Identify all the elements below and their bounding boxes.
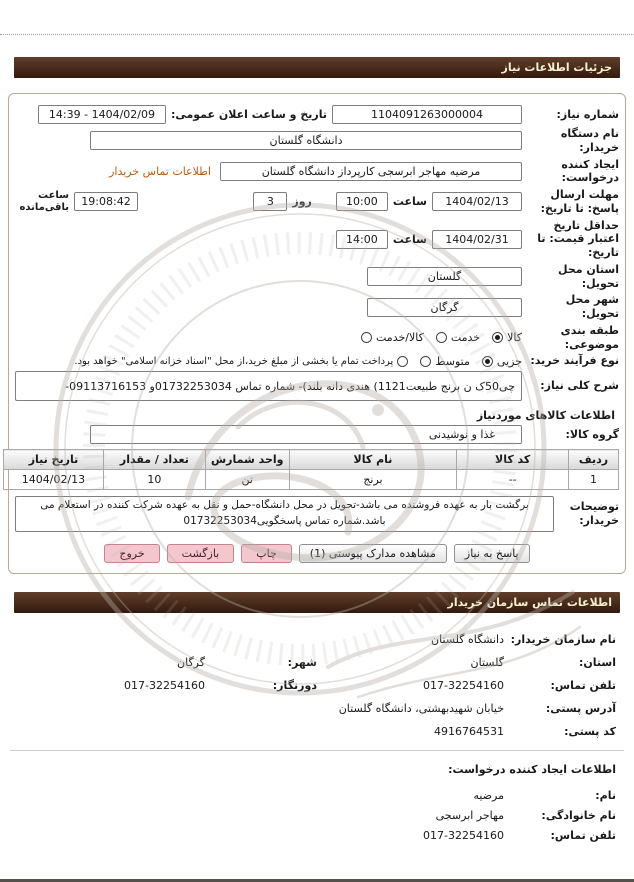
org-address-row <box>18 702 616 715</box>
price-validity-label: حداقل تاریخ اعتبار قیمت: تا تاریخ: <box>537 218 619 259</box>
buyer-notes-label: توضیحات خریدار: <box>569 500 619 527</box>
radio-icon[interactable] <box>436 332 447 343</box>
subject-category-label: طبقه بندی موضوعی: <box>560 323 619 351</box>
org-fax-value: 017-32254160 <box>124 679 205 692</box>
org-phone-pair <box>317 679 616 692</box>
category-option-service[interactable] <box>436 331 480 344</box>
reply-deadline-label: مهلت ارسال پاسخ: تا تاریخ: <box>540 188 619 215</box>
checkbox-icon[interactable] <box>397 356 408 367</box>
org-city-value: گرگان <box>177 656 205 669</box>
delivery-city-label: شهر محل تحویل: <box>565 293 619 320</box>
back-button[interactable]: بازگشت <box>167 544 235 563</box>
delivery-city-field[interactable]: گرگان <box>367 298 522 317</box>
view-attachments-button[interactable]: مشاهده مدارک پیوستی (1) <box>299 544 447 563</box>
cell-item-name: برنج <box>289 470 457 490</box>
org-postal-value: 4916764531 <box>434 725 504 738</box>
treasury-checkbox-option[interactable] <box>74 356 408 367</box>
org-phone-value: 017-32254160 <box>423 679 504 692</box>
creator-last-name-value: مهاجر ابرسجی <box>435 809 504 822</box>
purchase-process-row <box>15 354 619 368</box>
org-contact-section <box>0 633 634 738</box>
org-fax-label: دورنگار: <box>272 679 317 692</box>
delivery-province-field[interactable]: گلستان <box>367 267 522 286</box>
delivery-province-label: استان محل تحویل: <box>558 262 619 290</box>
radio-selected-icon[interactable] <box>492 332 503 343</box>
col-need-date: تاریخ نیاز <box>4 450 104 470</box>
time-remaining-value: 19:08:42 <box>81 195 131 209</box>
creator-first-name-label: نام: <box>595 789 616 802</box>
announce-label: تاریخ و ساعت اعلان عمومی: <box>170 108 327 121</box>
days-label: روز <box>292 195 312 209</box>
buyer-notes-field[interactable]: برگشت بار به عهده فروشنده می باشد-تحویل در محل دانشگاه-حمل و نقل به عهده شرکت کننده در استعلام می باشد.شماره تماس پاسخگویی01732253034 <box>15 496 554 532</box>
org-postal-label: کد پستی: <box>564 725 616 738</box>
buyer-notes-row <box>15 496 619 532</box>
price-validity-date-field[interactable]: 1404/02/31 <box>432 230 522 249</box>
need-number-field[interactable]: 1104091263000004 <box>332 105 522 124</box>
buyer-contact-link[interactable]: اطلاعات تماس خریدار <box>109 164 211 178</box>
org-phone-fax-row <box>18 679 616 692</box>
need-description-row <box>15 371 619 401</box>
radio-icon[interactable] <box>420 356 431 367</box>
org-phone-label: تلفن تماس: <box>550 679 616 692</box>
creator-info-section <box>0 789 634 842</box>
radio-label: کالا/خدمت <box>376 331 424 344</box>
need-description-label: شرح کلی نیاز: <box>540 379 619 393</box>
org-contact-title: اطلاعات تماس سازمان خریدار <box>447 596 612 609</box>
creator-last-name-label: نام خانوادگی: <box>541 809 616 822</box>
subject-category-row <box>15 324 619 352</box>
org-name-label: نام سازمان خریدار: <box>510 633 616 646</box>
request-creator-label: ایجاد کننده درخواست: <box>561 157 619 185</box>
treasury-note-text: پرداخت تمام یا بخشی از مبلغ خرید،از محل "اسناد خزانه اسلامی" خواهد بود. <box>74 355 394 367</box>
days-remaining-field[interactable]: 3 <box>253 192 287 211</box>
table-row <box>4 470 619 490</box>
cell-item-code: -- <box>457 470 569 490</box>
exit-button[interactable]: خروج <box>104 544 159 563</box>
org-city-pair <box>18 656 317 669</box>
process-option-minor[interactable] <box>482 355 522 368</box>
buyer-org-label: نام دستگاه خریدار: <box>560 127 619 154</box>
request-creator-row <box>15 158 619 186</box>
org-name-value: دانشگاه گلستان <box>431 633 504 646</box>
category-option-goods-service[interactable] <box>361 331 424 344</box>
creator-first-name-row <box>18 789 616 802</box>
org-province-pair <box>317 656 616 669</box>
org-postal-row <box>18 725 616 738</box>
time-remaining-field[interactable] <box>74 192 138 211</box>
time-remaining-label: ساعت باقی‌مانده <box>19 189 69 213</box>
need-details-panel <box>8 93 626 574</box>
col-item-name: نام کالا <box>289 450 457 470</box>
reply-hour-label: ساعت <box>392 195 427 209</box>
need-number-label: شماره نیاز: <box>556 107 619 121</box>
need-description-field[interactable]: چی50ک ن برنج طبیعت1121) هندی دانه بلند)- شماره تماس 01732253034و 09113716153- <box>15 371 522 401</box>
section-divider <box>10 750 624 751</box>
org-city-label: شهر: <box>287 656 317 669</box>
radio-selected-icon[interactable] <box>482 356 493 367</box>
col-quantity: تعداد / مقدار <box>103 450 205 470</box>
creator-phone-row <box>18 829 616 842</box>
creator-phone-label: تلفن تماس: <box>550 829 616 842</box>
cell-row-number: 1 <box>569 470 619 490</box>
purchase-process-label: نوع فرآیند خرید: <box>530 354 619 368</box>
price-validity-hour-label: ساعت <box>392 232 427 246</box>
radio-icon[interactable] <box>361 332 372 343</box>
reply-deadline-row <box>15 188 619 216</box>
org-province-label: استان: <box>579 656 616 669</box>
buyer-org-row <box>15 127 619 155</box>
process-option-medium[interactable] <box>420 355 470 368</box>
need-number-row <box>15 105 619 124</box>
reply-deadline-date-field[interactable]: 1404/02/13 <box>432 192 522 211</box>
org-fax-pair <box>18 679 317 692</box>
creator-info-title: اطلاعات ایجاد کننده درخواست: <box>448 763 616 776</box>
col-unit: واحد شمارش <box>205 450 289 470</box>
delivery-city-row <box>15 293 619 321</box>
reply-to-need-button[interactable]: پاسخ به نیاز <box>454 544 530 563</box>
items-table <box>3 449 619 490</box>
category-option-goods[interactable] <box>492 331 522 344</box>
action-buttons-row <box>15 544 619 563</box>
price-validity-row <box>15 219 619 260</box>
org-contact-header-bar <box>14 592 620 613</box>
goods-group-field[interactable]: غذا و نوشیدنی <box>90 425 522 444</box>
radio-label: جزیی <box>496 354 522 368</box>
cell-quantity: 10 <box>103 470 205 490</box>
radio-label: کالا <box>507 331 522 344</box>
creator-first-name-value: مرضیه <box>473 789 504 802</box>
need-details-page <box>0 34 634 882</box>
creator-last-name-row <box>18 809 616 822</box>
request-creator-field[interactable]: مرضیه مهاجر ابرسجی کارپرداز دانشگاه گلستان <box>220 162 522 181</box>
goods-group-label: گروه کالا: <box>565 427 619 441</box>
creator-phone-value: 017-32254160 <box>423 829 504 842</box>
reply-deadline-time-field[interactable]: 10:00 <box>336 192 388 211</box>
top-spacer <box>0 35 634 57</box>
goods-group-row <box>15 425 619 444</box>
buyer-org-field[interactable]: دانشگاه گلستان <box>90 131 522 150</box>
col-item-code: کد کالا <box>457 450 569 470</box>
radio-label: خدمت <box>450 331 481 344</box>
page-header-bar <box>14 57 620 78</box>
org-province-value: گلستان <box>470 656 504 669</box>
org-address-value: خیابان شهیدبهشتی، دانشگاه گلستان <box>338 702 504 715</box>
print-button[interactable]: چاپ <box>241 544 292 563</box>
cell-unit: تن <box>205 470 289 490</box>
delivery-province-row <box>15 263 619 291</box>
page-title: جزئیات اطلاعات نیاز <box>501 61 612 74</box>
cell-need-date: 1404/02/13 <box>4 470 104 490</box>
org-address-label: آدرس پستی: <box>545 702 616 715</box>
org-province-city-row <box>18 656 616 669</box>
price-validity-time-field[interactable]: 14:00 <box>336 230 388 249</box>
announce-datetime-field[interactable]: 1404/02/09 - 14:39 <box>38 105 166 124</box>
radio-label: متوسط <box>435 354 470 368</box>
table-header-row <box>4 450 619 470</box>
org-name-row <box>18 633 616 646</box>
goods-info-title: اطلاعات کالاهای موردنیاز <box>476 409 615 422</box>
col-row-number: ردیف <box>569 450 619 470</box>
